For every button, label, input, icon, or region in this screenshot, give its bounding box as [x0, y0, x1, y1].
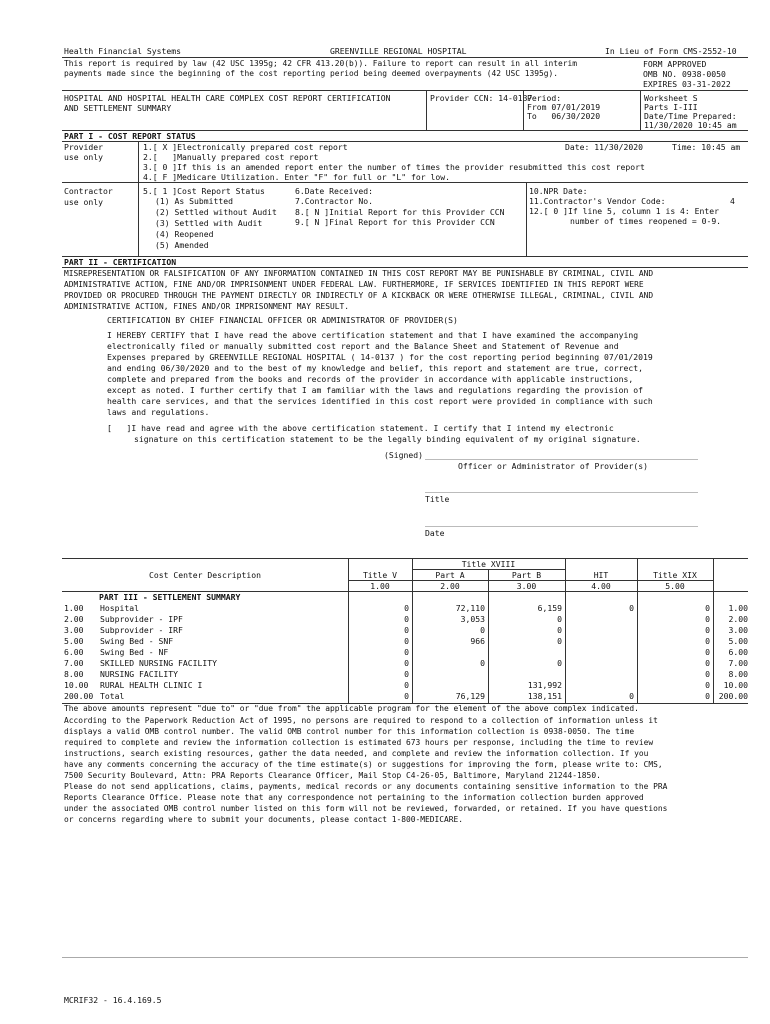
cell-desc: SKILLED NURSING FACILITY: [100, 658, 217, 668]
cert-line5: complete and prepared from the books and records of the provider in accordance with applicable instructions,: [107, 374, 634, 384]
cell-desc: Swing Bed - SNF: [100, 636, 174, 646]
col-header-hit: HIT: [593, 570, 609, 580]
cell-v: 0: [404, 625, 409, 635]
date-line[interactable]: [425, 526, 698, 527]
software-version: MCRIF32 - 16.4.169.5: [64, 995, 162, 1005]
header-divider: [62, 57, 748, 58]
omb-expiration: EXPIRES 03-31-2022: [643, 79, 731, 89]
cert-line1: I HEREBY CERTIFY that I have read the above certification statement and that I have examined the accompanying: [107, 330, 639, 340]
pra-line6: 7500 Security Boulevard, Attn: PRA Reports Clearance Officer, Mail Stop C4-26-05, Baltimore, Maryland 21244-1850.: [64, 771, 601, 780]
pra-line7: Please do not send applications, claims, payments, medical records or any documents containing sensitive information to the PRA: [64, 782, 668, 791]
officer-label: Officer or Administrator of Provider(s): [458, 461, 649, 471]
period-from: From 07/01/2019: [527, 102, 601, 112]
table-top: [62, 558, 748, 559]
col-number-hit: 4.00: [591, 581, 611, 591]
pra-line5: have any comments concerning the accuracy of the time estimate(s) or suggestions for improving the form, please write to: CMS,: [64, 760, 663, 769]
report-title-line2: AND SETTLEMENT SUMMARY: [64, 103, 172, 113]
status-option-4: (4) Reopened: [155, 229, 214, 239]
cell-xix: 0: [705, 647, 710, 657]
cell-a: 3,053: [460, 614, 485, 624]
title-divider-2: [523, 90, 524, 130]
electronic-signature-note: signature on this certification statement to be the legally binding equivalent of my original signature.: [134, 434, 641, 444]
pra-line8: Reports Clearance Office. Please note that any correspondence not pertaining to the information collection burden approved: [64, 793, 644, 802]
cell-v: 0: [404, 647, 409, 657]
cell-b: 6,159: [537, 603, 562, 613]
cell-rline: 6.00: [728, 647, 748, 657]
hospital-name: GREENVILLE REGIONAL HOSPITAL: [330, 46, 467, 56]
cell-line: 10.00: [64, 680, 89, 690]
item7-contractor-no: 7.Contractor No.: [295, 196, 373, 206]
signed-label: (Signed): [384, 450, 423, 460]
pra-line1: According to the Paperwork Reduction Act of 1995, no persons are required to respond to a collection of information unless it: [64, 716, 658, 725]
omb-number: OMB NO. 0938-0050: [643, 69, 726, 79]
item6-date-received: 6.Date Received:: [295, 186, 373, 196]
date-prepared: 11/30/2020 10:45 am: [644, 120, 737, 130]
cell-b: 0: [557, 625, 562, 635]
item5-status: 5.[ 1 ]Cost Report Status: [143, 186, 265, 196]
cell-v: 0: [404, 669, 409, 679]
cell-desc: NURSING FACILITY: [100, 669, 178, 679]
cert-line6: except as noted. I further certify that I am familiar with the laws and regulations regarding the provision of: [107, 385, 644, 395]
cell-rline: 2.00: [728, 614, 748, 624]
date-prepared-label: Date/Time Prepared:: [644, 111, 737, 121]
cell-hit: 0: [629, 603, 634, 613]
amounts-note: The above amounts represent "due to" or "due from" the applicable program for the element of the above complex indicated.: [64, 704, 639, 713]
item11-vendor-value: 4: [730, 196, 735, 206]
cell-v: 0: [404, 691, 409, 701]
cell-line: 7.00: [64, 658, 84, 668]
part3-heading: PART III - SETTLEMENT SUMMARY: [99, 592, 241, 602]
cell-xix: 0: [705, 614, 710, 624]
worksheet-id: Worksheet S: [644, 93, 698, 103]
title-block-top: [62, 90, 748, 91]
pra-line9: under the associated OMB control number listed on this form will not be reviewed, forwarded, or retained. If you have questions: [64, 804, 668, 813]
col-number-parta: 2.00: [440, 581, 460, 591]
footer-rule: [62, 957, 748, 958]
cell-line: 6.00: [64, 647, 84, 657]
cert-line8: laws and regulations.: [107, 407, 210, 417]
provider-use-divider: [138, 141, 139, 182]
col-header-parta: Part A: [435, 570, 465, 580]
item11-vendor-code: 11.Contractor's Vendor Code:: [529, 196, 666, 206]
col-header-titlev: Title V: [362, 570, 398, 580]
cell-a: 0: [480, 658, 485, 668]
cell-desc: Subprovider - IPF: [100, 614, 183, 624]
title-line[interactable]: [425, 492, 698, 493]
col-number-title19: 5.00: [665, 581, 685, 591]
form-reference: In Lieu of Form CMS-2552-10: [605, 46, 737, 56]
item1-electronic: 1.[ X ]Electronically prepared cost report: [143, 142, 348, 152]
part1-heading: PART I - COST REPORT STATUS: [64, 131, 196, 141]
cell-line: 3.00: [64, 625, 84, 635]
cell-a: 0: [480, 625, 485, 635]
cell-v: 0: [404, 680, 409, 690]
pra-line3: required to complete and review the information collection is estimated 673 hours per response, including the time to review: [64, 738, 654, 747]
cell-rline: 5.00: [728, 636, 748, 646]
cell-line: 200.00: [64, 691, 94, 701]
cell-b: 0: [557, 636, 562, 646]
provider-ccn: Provider CCN: 14-0137: [430, 93, 533, 103]
cell-v: 0: [404, 636, 409, 646]
cell-v: 0: [404, 658, 409, 668]
col-header-partb: Part B: [511, 570, 542, 580]
cell-line: 8.00: [64, 669, 84, 679]
cert-line2: electronically filed or manually submitted cost report and the Balance Sheet and Statement of Revenue and: [107, 341, 619, 351]
status-option-1: (1) As Submitted: [155, 196, 233, 206]
warning-line3: PROVIDED OR PROCURED THROUGH THE PAYMENT DIRECTLY OR INDIRECTLY OF A KICKBACK OR WERE OTHERWISE ILLEGAL, CRIMINAL, CIVIL AND: [64, 291, 654, 300]
org-name: Health Financial Systems: [64, 46, 181, 56]
col-number-partb: 3.00: [516, 581, 537, 591]
cell-desc: Hospital: [100, 603, 139, 613]
pra-line4: instructions, search existing resources, gather the data needed, and complete and review the information collection. If you: [64, 749, 649, 758]
legal-notice-line2: payments made since the beginning of the cost reporting period being deemed overpayments (42 USC 1395g).: [64, 69, 559, 78]
cell-v: 0: [404, 603, 409, 613]
cell-line: 5.00: [64, 636, 84, 646]
cell-xix: 0: [705, 691, 710, 701]
title-label: Title: [425, 494, 450, 504]
warning-line4: ADMINISTRATIVE ACTION, FINES AND/OR IMPRISONMENT MAY RESULT.: [64, 302, 350, 311]
status-option-2: (2) Settled without Audit: [155, 207, 277, 217]
col-header-description: Cost Center Description: [148, 570, 262, 580]
cell-desc: Subprovider - IRF: [100, 625, 183, 635]
cell-xix: 0: [705, 625, 710, 635]
cell-b: 0: [557, 658, 562, 668]
warning-line1: MISREPRESENTATION OR FALSIFICATION OF ANY INFORMATION CONTAINED IN THIS COST REPORT MAY BE PUNISHABLE BY CRIMINAL, CIVIL AND: [64, 269, 654, 278]
col-number-titlev: 1.00: [370, 581, 390, 591]
cell-desc: Swing Bed - NF: [100, 647, 169, 657]
cell-a: 76,129: [455, 691, 485, 701]
certification-heading: CERTIFICATION BY CHIEF FINANCIAL OFFICER OR ADMINISTRATOR OF PROVIDER(S): [107, 315, 458, 325]
cell-desc: RURAL HEALTH CLINIC I: [100, 680, 203, 690]
title-divider-3: [640, 90, 641, 130]
status-option-3: (3) Settled with Audit: [155, 218, 263, 228]
cell-xix: 0: [705, 680, 710, 690]
item10-npr-date: 10.NPR Date:: [529, 186, 588, 196]
item9-final-report: 9.[ N ]Final Report for this Provider CCN: [295, 217, 495, 227]
cell-desc: Total: [100, 691, 125, 701]
date-label: Date: [425, 528, 445, 538]
provider-use-label1: Provider: [64, 142, 103, 152]
part2-heading-rule: [62, 267, 748, 268]
cell-a: 966: [470, 636, 485, 646]
period-to: To 06/30/2020: [527, 111, 601, 121]
cell-v: 0: [404, 614, 409, 624]
pra-line10: or concerns regarding where to submit your documents, please contact 1-800-MEDICARE.: [64, 815, 464, 824]
col-header-title19: Title XIX: [653, 570, 697, 580]
item12-reopened-note: number of times reopened = 0-9.: [570, 216, 722, 226]
electronic-signature-checkbox[interactable]: [ ]I have read and agree with the above certification statement. I certify that I intend my electronic: [107, 423, 614, 433]
legal-notice-line1: This report is required by law (42 USC 1395g; 42 CFR 413.20(b)). Failure to report can result in all interim: [64, 59, 578, 68]
cell-rline: 200.00: [718, 691, 748, 701]
cell-xix: 0: [705, 636, 710, 646]
cell-line: 2.00: [64, 614, 84, 624]
cell-xix: 0: [705, 669, 710, 679]
cell-xix: 0: [705, 658, 710, 668]
contractor-use-label1: Contractor: [64, 186, 113, 196]
item4-utilization: 4.[ F ]Medicare Utilization. Enter "F" for full or "L" for low.: [143, 172, 450, 182]
cell-b: 138,151: [527, 691, 562, 701]
period-label: Period:: [527, 93, 562, 103]
cell-rline: 1.00: [728, 603, 748, 613]
cell-rline: 10.00: [723, 680, 748, 690]
signature-line[interactable]: [425, 459, 698, 460]
report-title-line1: HOSPITAL AND HOSPITAL HEALTH CARE COMPLEX COST REPORT CERTIFICATION: [64, 93, 391, 103]
cert-line7: health care services, and that the services identified in this cost report were provided in compliance with such: [107, 396, 653, 406]
cell-a: 72,110: [455, 603, 485, 613]
contractor-use-label2: use only: [64, 197, 103, 207]
cell-b: 0: [557, 614, 562, 624]
status-option-5: (5) Amended: [155, 240, 209, 250]
item3-amended: 3.[ 0 ]If this is an amended report enter the number of times the provider resubmitted this cost report: [143, 162, 645, 172]
worksheet-parts: Parts I-III: [644, 102, 698, 112]
cell-xix: 0: [705, 603, 710, 613]
cell-rline: 7.00: [728, 658, 748, 668]
item1-date: Date: 11/30/2020: [565, 142, 643, 152]
cell-rline: 8.00: [728, 669, 748, 679]
cell-hit: 0: [629, 691, 634, 701]
item8-initial-report: 8.[ N ]Initial Report for this Provider CCN: [295, 207, 505, 217]
warning-line2: ADMINISTRATIVE ACTION, FINE AND/OR IMPRISONMENT UNDER FEDERAL LAW. FURTHERMORE, IF SERVICES IDENTIFIED IN THIS REPORT WERE: [64, 280, 644, 289]
cert-line3: Expenses prepared by GREENVILLE REGIONAL HOSPITAL ( 14-0137 ) for the cost reporting period beginning 07/01/2019: [107, 352, 653, 362]
item2-manual: 2.[ ]Manually prepared cost report: [143, 152, 319, 162]
title-divider-1: [426, 90, 427, 130]
part2-heading: PART II - CERTIFICATION: [64, 257, 177, 267]
item12-reopened: 12.[ 0 ]If line 5, column 1 is 4: Enter: [529, 206, 720, 216]
contractor-top: [62, 182, 748, 183]
cell-line: 1.00: [64, 603, 84, 613]
contractor-col-divider: [526, 182, 527, 256]
cert-line4: and ending 06/30/2020 and to the best of my knowledge and belief, this report and statement are true, correct,: [107, 363, 644, 373]
title18-header: Title XVIII: [461, 559, 516, 569]
contractor-divider: [138, 182, 139, 256]
form-approved: FORM APPROVED: [643, 59, 707, 69]
pra-line2: displays a valid OMB control number. The valid OMB control number for this information collection is 0938-0050. The time: [64, 727, 635, 736]
item1-time: Time: 10:45 am: [672, 142, 741, 152]
cell-b: 131,992: [527, 680, 562, 690]
cell-rline: 3.00: [728, 625, 748, 635]
provider-use-label2: use only: [64, 152, 103, 162]
